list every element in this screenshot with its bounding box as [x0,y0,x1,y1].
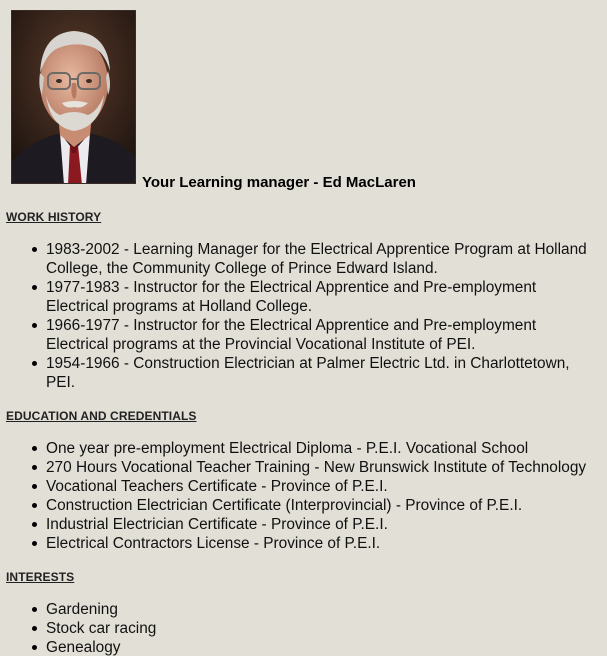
list-item: Gardening [0,600,596,619]
education-heading: EDUCATION AND CREDENTIALS [6,409,197,423]
list-item: 1983-2002 - Learning Manager for the Electrical Apprentice Program at Holland College, the Community College of Prince Edward Island. [0,240,596,278]
list-item: Genealogy [0,638,596,656]
manager-photo [11,10,136,184]
list-item: Electrical Contractors License - Province of P.E.I. [0,534,596,553]
list-item: 270 Hours Vocational Teacher Training - New Brunswick Institute of Technology [0,458,596,477]
work-history-heading: WORK HISTORY [6,210,102,224]
portrait-illustration [12,11,136,184]
education-list [0,439,596,553]
list-item: Vocational Teachers Certificate - Province of P.E.I. [0,477,596,496]
list-item: Stock car racing [0,619,596,638]
list-item: 1954-1966 - Construction Electrician at Palmer Electric Ltd. in Charlottetown, PEI. [0,354,596,392]
manager-title: Your Learning manager - Ed MacLaren [142,174,416,191]
list-item: 1977-1983 - Instructor for the Electrical Apprentice and Pre-employment Electrical programs at Holland College. [0,278,596,316]
interests-list [0,600,596,656]
list-item: 1966-1977 - Instructor for the Electrical Apprentice and Pre-employment Electrical programs at the Provincial Vocational Institute of PEI. [0,316,596,354]
list-item: One year pre-employment Electrical Diploma - P.E.I. Vocational School [0,439,596,458]
interests-heading: INTERESTS [6,570,75,584]
list-item: Industrial Electrician Certificate - Province of P.E.I. [0,515,596,534]
work-history-list [0,240,596,392]
list-item: Construction Electrician Certificate (Interprovincial) - Province of P.E.I. [0,496,596,515]
